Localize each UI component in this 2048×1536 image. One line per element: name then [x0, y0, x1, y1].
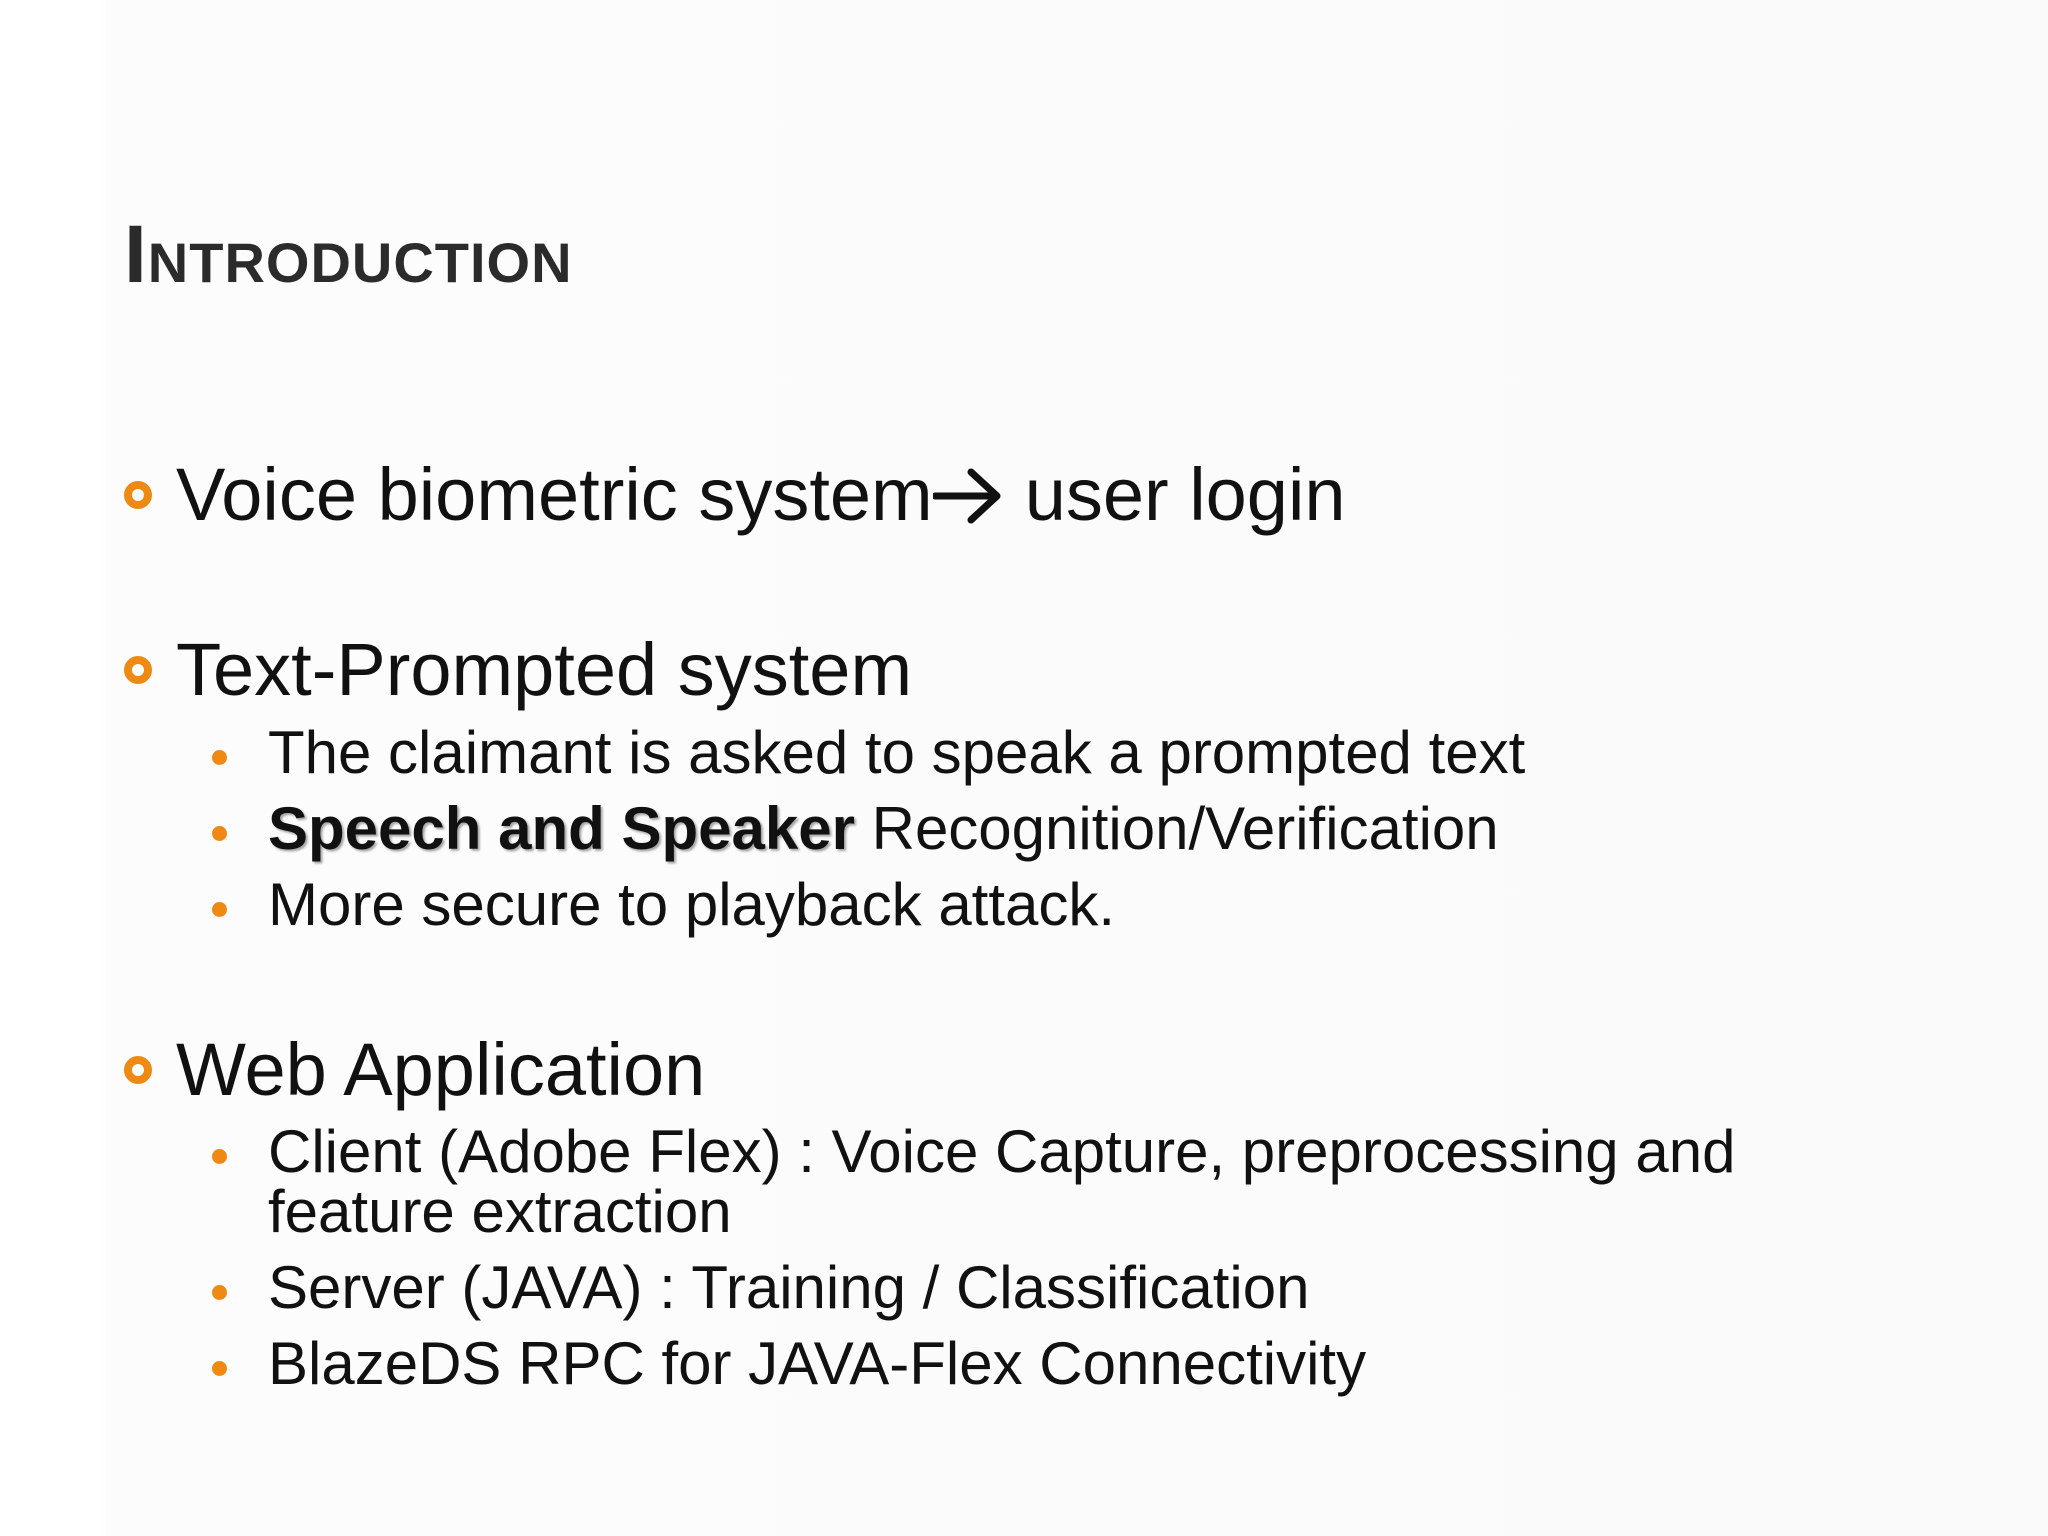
right-arrow-icon [933, 466, 1003, 526]
ring-bullet-icon [124, 1056, 152, 1084]
sub-bullet-blazeds [212, 1330, 1367, 1397]
sub-bullet-client [212, 1118, 1736, 1245]
sub-bullet-playback [212, 871, 1116, 938]
ring-bullet-icon [124, 481, 152, 509]
sub-bullet-text: The claimant is asked to speak a prompted text [268, 719, 1526, 786]
sub-bullet-text: Server (JAVA) : Training / Classification [268, 1254, 1310, 1321]
sub-bullet-line-1: Client (Adobe Flex) : Voice Capture, preprocessing and [268, 1118, 1736, 1185]
sub-bullet-rest-text: Recognition/Verification [854, 795, 1499, 862]
dot-bullet-icon [212, 1149, 227, 1164]
bullet-web-application [124, 1030, 705, 1110]
slide-title-first-letter: I [124, 209, 148, 300]
sub-bullet-server [212, 1254, 1310, 1321]
bullet-text: Text-Prompted system [176, 628, 913, 711]
dot-bullet-icon [212, 750, 227, 765]
sub-bullet-text [268, 1118, 1736, 1245]
bullet-text-before-arrow: Voice biometric system [176, 453, 933, 536]
ring-bullet-icon [124, 656, 152, 684]
bullet-text-after-arrow: user login [1024, 453, 1346, 536]
bullet-text: Web Application [176, 1028, 706, 1111]
dot-bullet-icon [212, 826, 227, 841]
bullet-text [176, 453, 1346, 536]
bullet-text-prompted [124, 630, 912, 710]
bullet-voice-biometric [124, 455, 1346, 535]
sub-bullet-text [268, 795, 1499, 862]
dot-bullet-icon [212, 902, 227, 917]
sub-bullet-line-2: feature extraction [268, 1178, 732, 1245]
sub-bullet-bold-text: Speech and Speaker [268, 795, 855, 862]
sub-bullet-text: More secure to playback attack. [268, 871, 1116, 938]
dot-bullet-icon [212, 1285, 227, 1300]
sub-bullet-claimant [212, 719, 1526, 786]
sub-bullet-speech-speaker [212, 795, 1499, 862]
slide-title-rest: NTRODUCTION [147, 231, 573, 294]
dot-bullet-icon [212, 1361, 227, 1376]
sub-bullet-text: BlazeDS RPC for JAVA-Flex Connectivity [268, 1330, 1367, 1397]
slide-title [124, 209, 573, 300]
